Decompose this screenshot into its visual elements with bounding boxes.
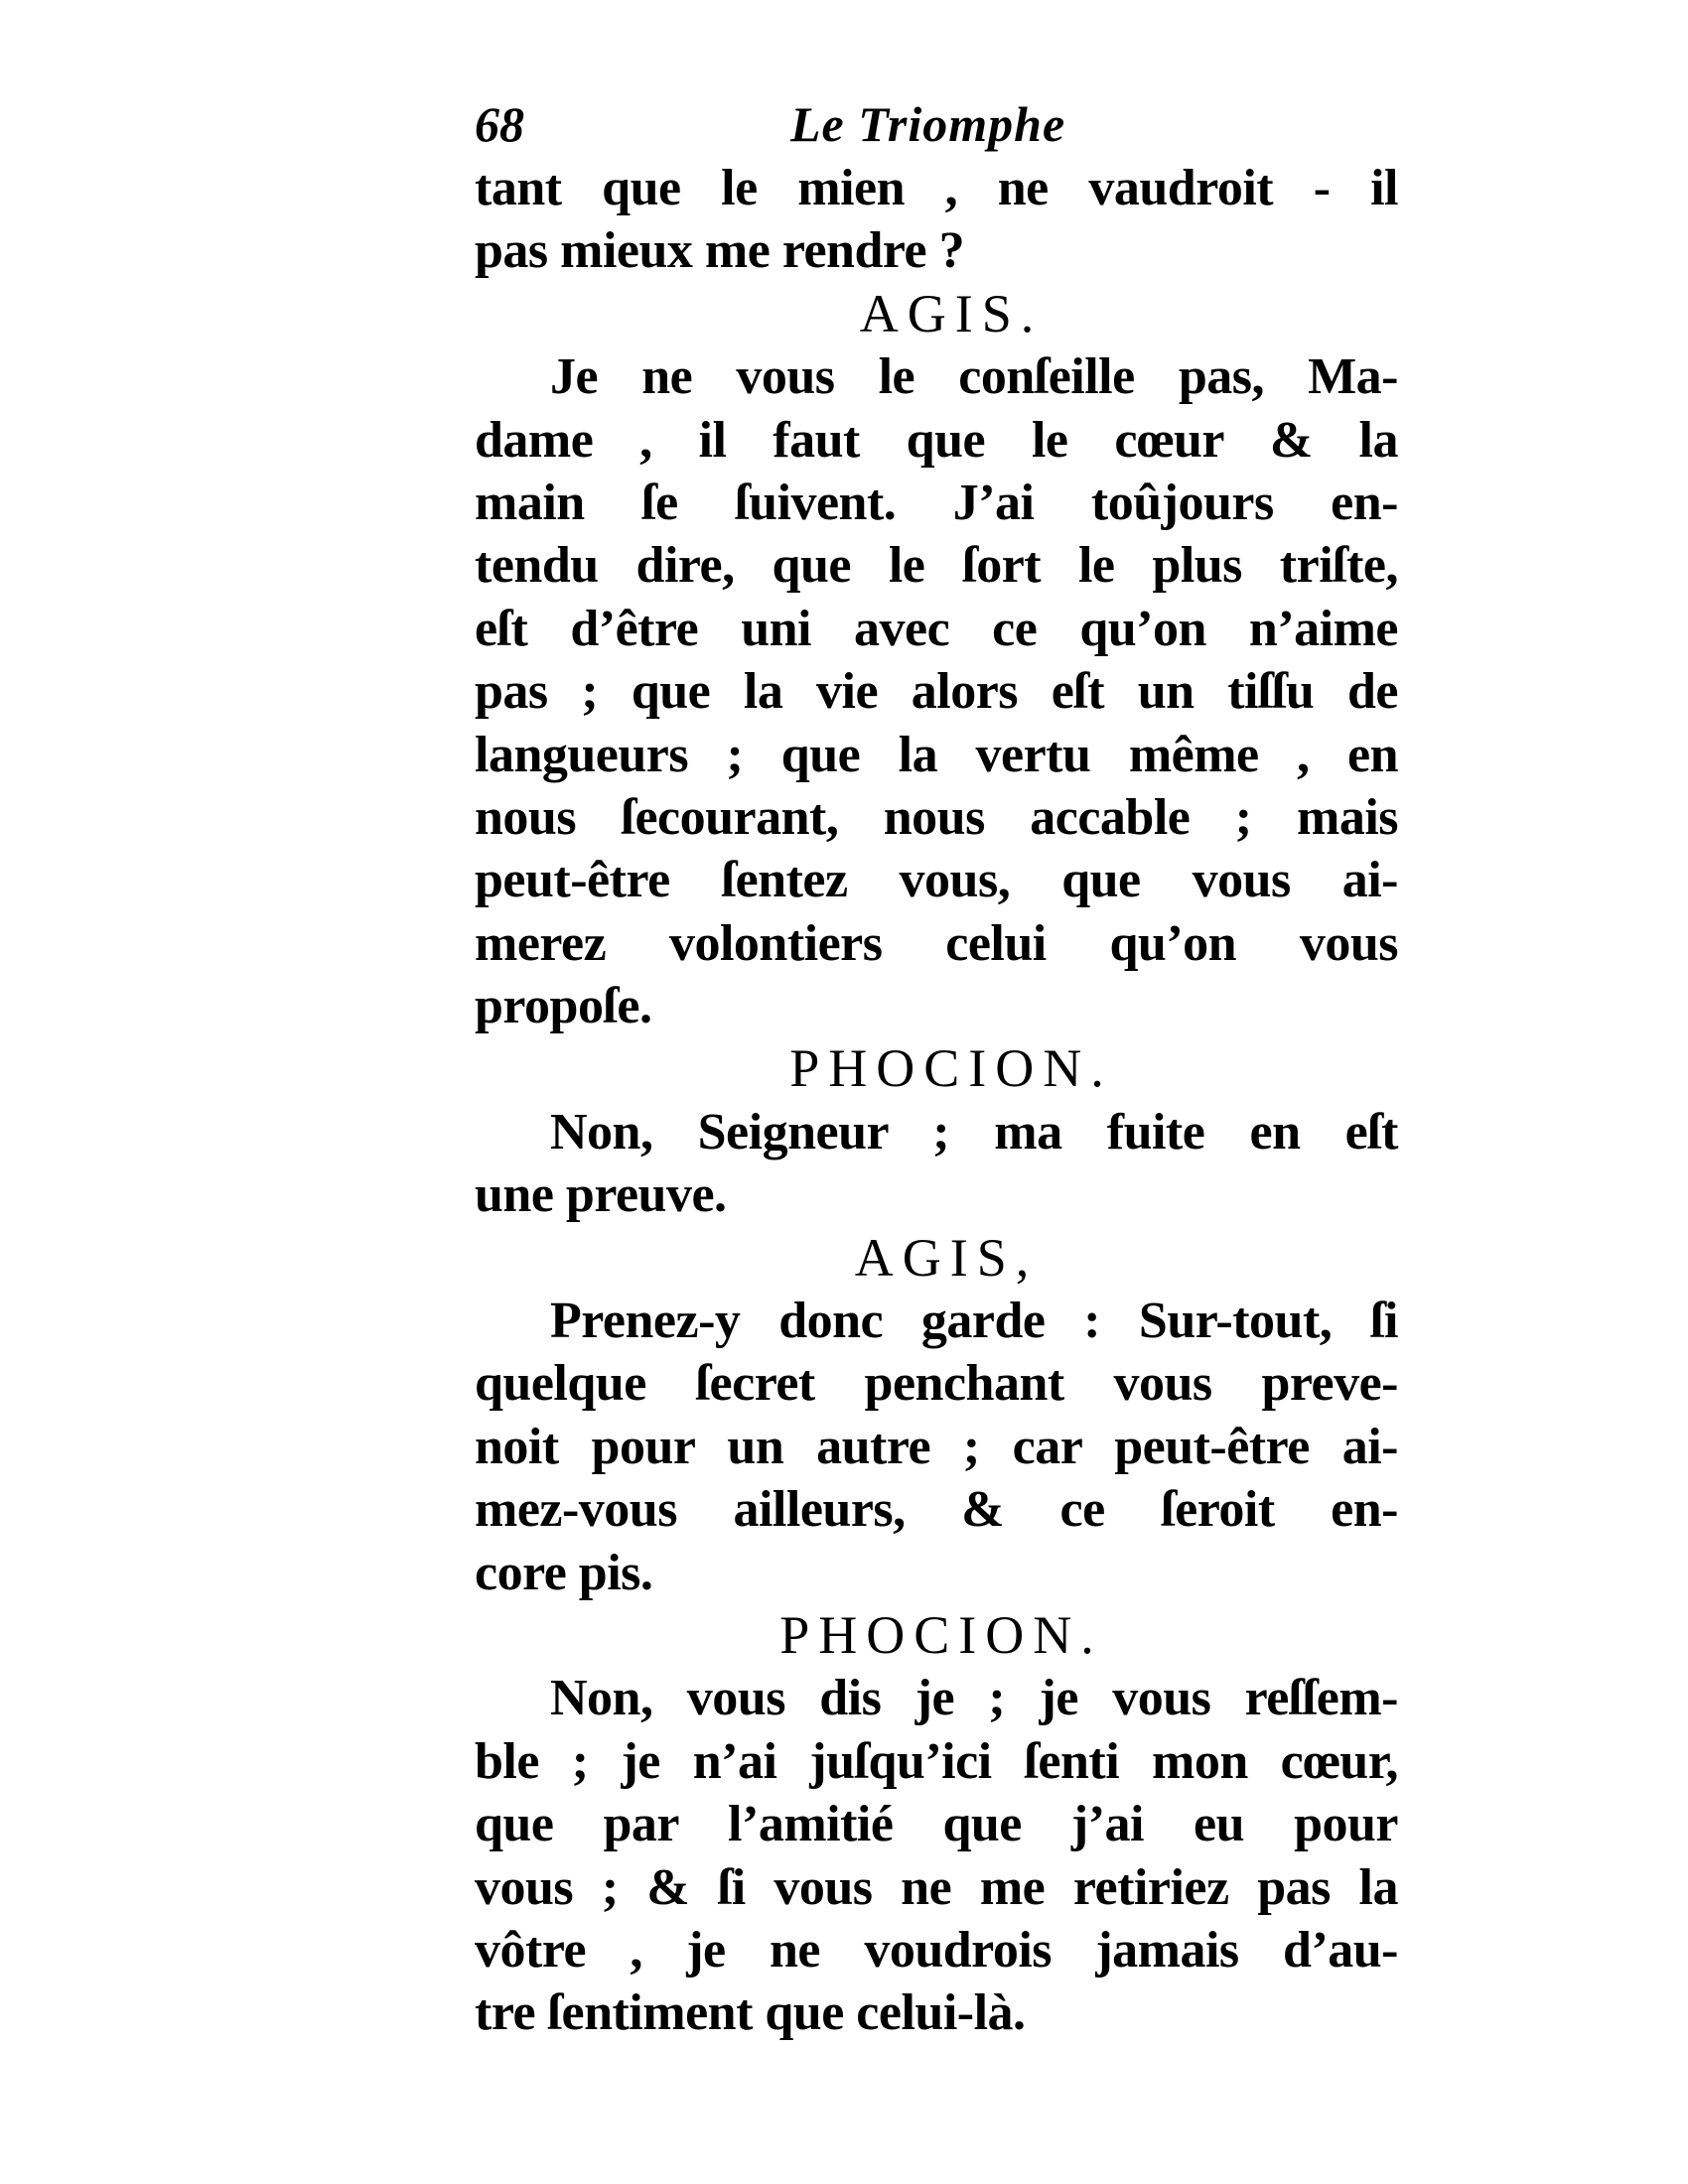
text-line: vôtre , je ne voudrois jamais d’au- <box>475 1921 1398 1979</box>
text-line: pas ; que la vie alors eſt un tiſſu de <box>475 663 1398 721</box>
page-number: 68 <box>475 96 524 152</box>
text-line: une preuve. <box>475 1166 727 1224</box>
speech-phocion-1 <box>475 1101 1398 1227</box>
text-line: nous ſecourant, nous accable ; mais <box>475 788 1398 846</box>
speaker-heading-agis: AGIS, <box>854 1227 1039 1288</box>
text-line: main ſe ſuivent. J’ai toûjours en- <box>475 474 1398 531</box>
text-line: Non, vous dis je ; je vous reſſem- <box>550 1670 1398 1727</box>
text-line: langueurs ; que la vertu même , en <box>475 726 1398 783</box>
text-line: ble ; je n’ai juſqu’ici ſenti mon cœur, <box>475 1732 1398 1790</box>
running-title: Le Triomphe <box>790 96 1066 152</box>
text-line: dame , il faut que le cœur & la <box>475 411 1398 469</box>
text-line: pas mieux me rendre ? <box>475 222 965 280</box>
text-line: tendu dire, que le ſort le plus triſte, <box>475 537 1398 595</box>
speech-phocion-2 <box>475 1667 1398 2044</box>
text-line: que par l’amitié que j’ai eu pour <box>475 1796 1398 1853</box>
text-line: Prenez-y donc garde : Sur-tout, ſi <box>550 1293 1398 1350</box>
speech-agis-2 <box>475 1290 1398 1604</box>
text-line: tre ſentiment que celui-là. <box>475 1984 1026 2042</box>
speaker-heading-agis: AGIS. <box>859 283 1044 343</box>
text-line: peut-être ſentez vous, que vous ai- <box>475 852 1398 909</box>
speaker-heading-phocion: PHOCION. <box>789 1038 1113 1099</box>
speaker-heading-phocion: PHOCION. <box>779 1604 1103 1665</box>
text-line: mez-vous ailleurs, & ce ſeroit en- <box>475 1481 1398 1539</box>
continuation-text <box>475 157 1398 283</box>
text-line: quelque ſecret penchant vous preve- <box>475 1355 1398 1413</box>
text-line: core pis. <box>475 1544 653 1601</box>
speech-agis-1 <box>475 345 1398 1037</box>
text-line: Non, Seigneur ; ma fuite en eſt <box>550 1103 1398 1160</box>
text-line: vous ; & ſi vous ne me retiriez pas la <box>475 1858 1398 1916</box>
book-page <box>475 91 1398 2045</box>
text-line: propoſe. <box>475 978 652 1035</box>
text-line: tant que le mien , ne vaudroit - il <box>475 160 1398 216</box>
text-line: Je ne vous le conſeille pas, Ma- <box>550 348 1398 406</box>
text-line: eſt d’être uni avec ce qu’on n’aime <box>475 600 1398 657</box>
text-line: noit pour un autre ; car peut-être ai- <box>475 1418 1398 1475</box>
text-line: merez volontiers celui qu’on vous <box>475 914 1398 972</box>
running-head <box>475 91 1398 157</box>
